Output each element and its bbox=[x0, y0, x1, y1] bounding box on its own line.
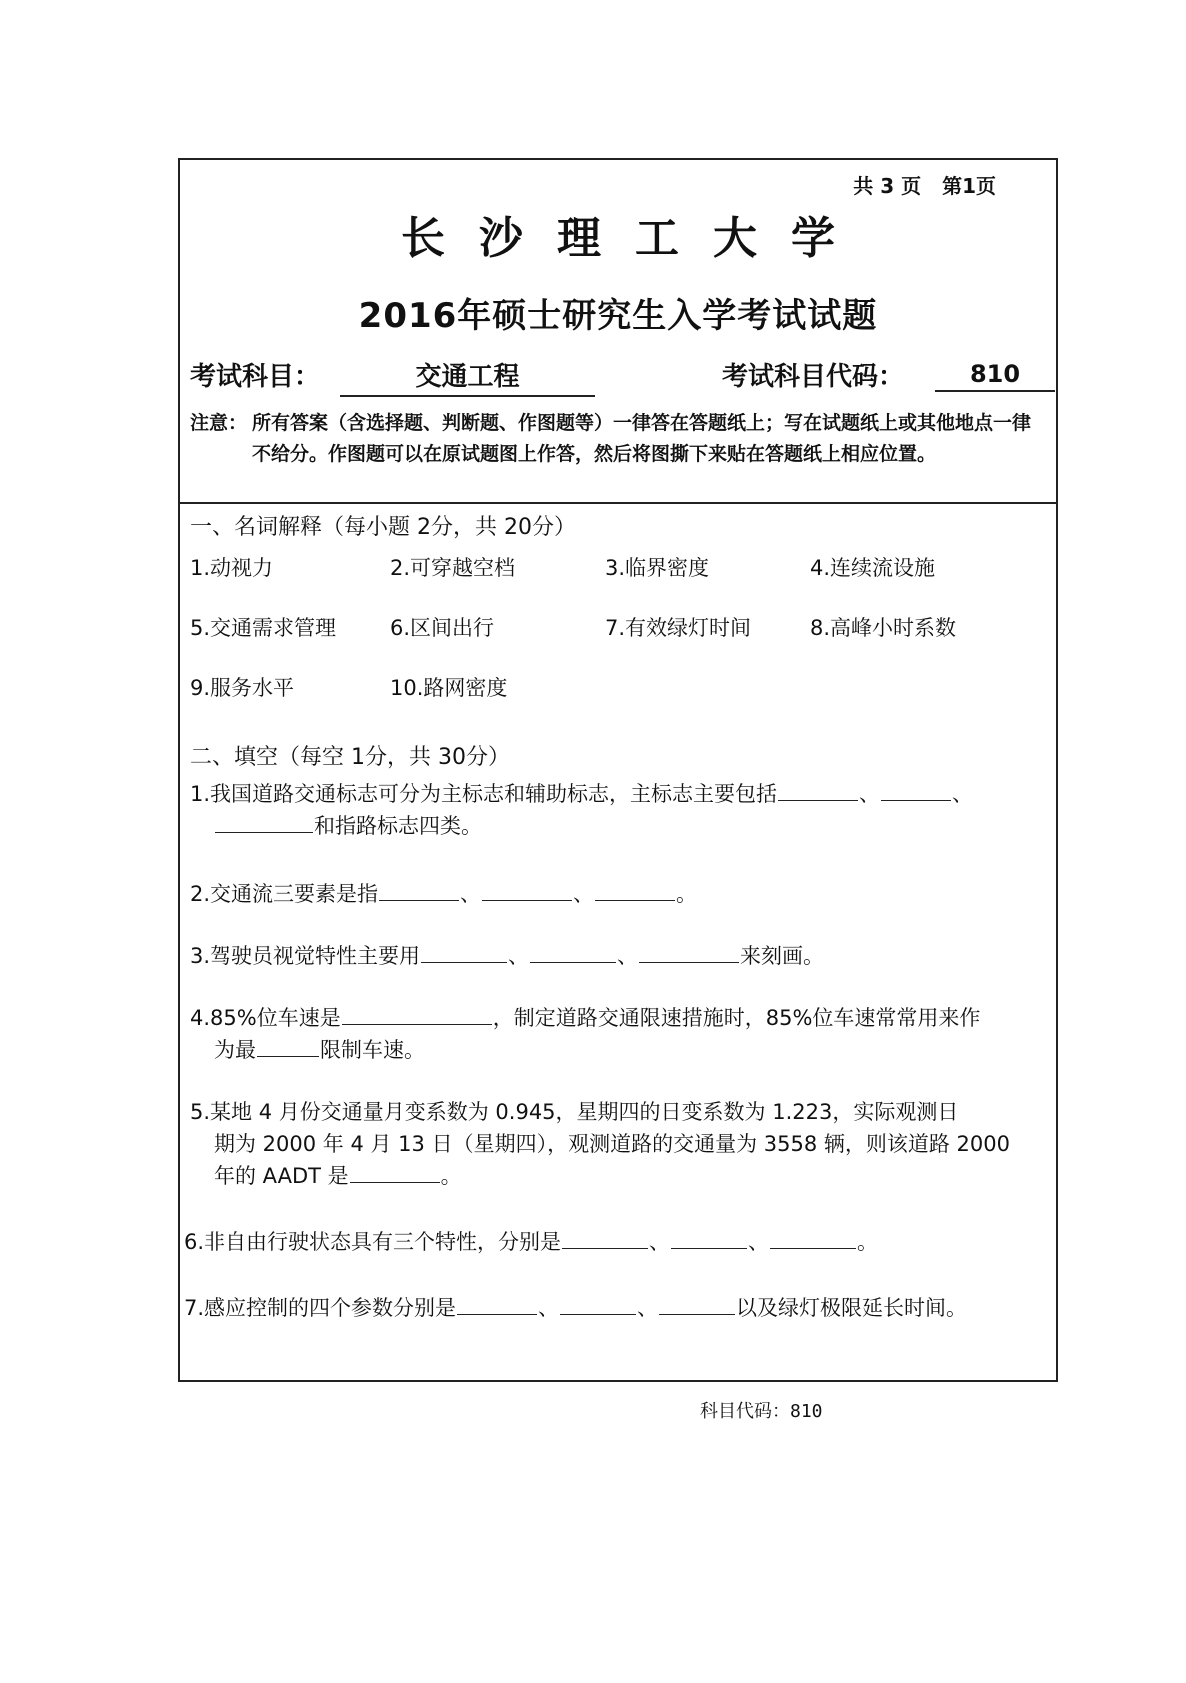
q6-sep: 、 bbox=[649, 1230, 671, 1254]
answer-blank bbox=[457, 1293, 537, 1315]
subject-row bbox=[190, 356, 1042, 396]
answer-blank bbox=[530, 941, 616, 963]
question-5 bbox=[190, 1096, 1045, 1192]
answer-blank bbox=[639, 941, 739, 963]
q6-sep: 、 bbox=[748, 1230, 770, 1254]
page-current: 第1页 bbox=[942, 174, 996, 198]
answer-blank bbox=[595, 879, 675, 901]
q1-text-end: 和指路标志四类。 bbox=[314, 814, 482, 838]
q4-text: 4.85%位车速是 bbox=[190, 1006, 341, 1030]
subject-code-label: 考试科目代码： bbox=[722, 362, 905, 392]
q5-line-1: 5.某地 4 月份交通量月变系数为 0.945，星期四的日变系数为 1.223，实际观测日 bbox=[190, 1100, 959, 1124]
answer-blank bbox=[379, 879, 459, 901]
q7-sep: 、 bbox=[538, 1296, 560, 1320]
q3-text: 3.驾驶员视觉特性主要用 bbox=[190, 944, 421, 968]
q7-sep: 、 bbox=[637, 1296, 659, 1320]
term-item: 3.临界密度 bbox=[605, 556, 710, 580]
q1-sep: 、 bbox=[859, 782, 881, 806]
exam-paper-frame bbox=[178, 158, 1058, 1382]
q2-text: 2.交通流三要素是指 bbox=[190, 882, 379, 906]
q2-sep: 、 bbox=[460, 882, 482, 906]
page-total: 共 3 页 bbox=[853, 174, 922, 198]
q4-text-2: ，制定道路交通限速措施时，85%位车速常常用来作 bbox=[492, 1006, 981, 1030]
term-item: 8.高峰小时系数 bbox=[810, 616, 957, 640]
answer-blank bbox=[778, 779, 858, 801]
q7-text: 7.感应控制的四个参数分别是 bbox=[184, 1296, 457, 1320]
q5-end: 。 bbox=[440, 1164, 462, 1188]
question-1 bbox=[190, 778, 1045, 842]
term-item: 4.连续流设施 bbox=[810, 556, 936, 580]
answer-blank bbox=[671, 1227, 747, 1249]
q7-text-end: 以及绿灯极限延长时间。 bbox=[736, 1296, 968, 1320]
q2-sep: 、 bbox=[573, 882, 595, 906]
university-name: 长沙理工大学 bbox=[401, 213, 869, 264]
question-3 bbox=[190, 940, 824, 972]
term-item: 5.交通需求管理 bbox=[190, 616, 337, 640]
q6-end: 。 bbox=[857, 1230, 879, 1254]
q1-sep: 、 bbox=[952, 782, 974, 806]
section1-title: 一、名词解释（每小题 2分，共 20分） bbox=[190, 515, 576, 540]
q3-sep: 、 bbox=[617, 944, 639, 968]
answer-blank bbox=[350, 1161, 440, 1183]
question-6 bbox=[184, 1226, 878, 1258]
answer-blank bbox=[342, 1003, 492, 1025]
term-item: 1.动视力 bbox=[190, 556, 274, 580]
term-item: 2.可穿越空档 bbox=[390, 556, 516, 580]
q5-text: 年的 AADT 是 bbox=[214, 1164, 349, 1188]
term-item: 9.服务水平 bbox=[190, 676, 295, 700]
q3-sep: 、 bbox=[508, 944, 530, 968]
q5-line-2: 期为 2000 年 4 月 13 日（星期四），观测道路的交通量为 3558 辆，则该道路 2000 bbox=[214, 1132, 1010, 1156]
answer-blank bbox=[659, 1293, 735, 1315]
answer-blank bbox=[881, 779, 951, 801]
answer-blank bbox=[770, 1227, 856, 1249]
exam-title: 2016年硕士研究生入学考试试题 bbox=[358, 296, 878, 336]
question-4 bbox=[190, 1002, 1045, 1066]
subject-value: 交通工程 bbox=[340, 356, 595, 397]
q1-text: 1.我国道路交通标志可分为主标志和辅助标志，主标志主要包括 bbox=[190, 782, 778, 806]
notice-label: 注意： bbox=[190, 412, 248, 434]
answer-blank bbox=[421, 941, 507, 963]
term-item: 10.路网密度 bbox=[390, 676, 508, 700]
answer-blank bbox=[560, 1293, 636, 1315]
page-info bbox=[839, 170, 996, 199]
term-item: 6.区间出行 bbox=[390, 616, 495, 640]
footer-subject-code: 科目代码：810 bbox=[700, 1401, 823, 1422]
answer-blank bbox=[562, 1227, 648, 1249]
term-item: 7.有效绿灯时间 bbox=[605, 616, 752, 640]
q4-text-4: 限制车速。 bbox=[320, 1038, 425, 1062]
notice-text: 所有答案（含选择题、判断题、作图题等）一律答在答题纸上；写在试题纸上或其他地点一律不给分。作图题可以在原试题图上作答，然后将图撕下来贴在答题纸上相应位置。 bbox=[252, 412, 1032, 465]
header-divider bbox=[180, 502, 1056, 504]
answer-blank bbox=[482, 879, 572, 901]
q2-end: 。 bbox=[676, 882, 698, 906]
answer-blank bbox=[215, 811, 313, 833]
answer-blank bbox=[257, 1035, 319, 1057]
question-7 bbox=[184, 1292, 967, 1324]
q3-text-end: 来刻画。 bbox=[740, 944, 825, 968]
question-2 bbox=[190, 878, 697, 910]
subject-code-value: 810 bbox=[935, 360, 1055, 392]
q4-text-3: 为最 bbox=[214, 1038, 256, 1062]
subject-label: 考试科目： bbox=[190, 362, 321, 392]
q6-text: 6.非自由行驶状态具有三个特性，分别是 bbox=[184, 1230, 562, 1254]
section2-title: 二、填空（每空 1分，共 30分） bbox=[190, 745, 510, 770]
